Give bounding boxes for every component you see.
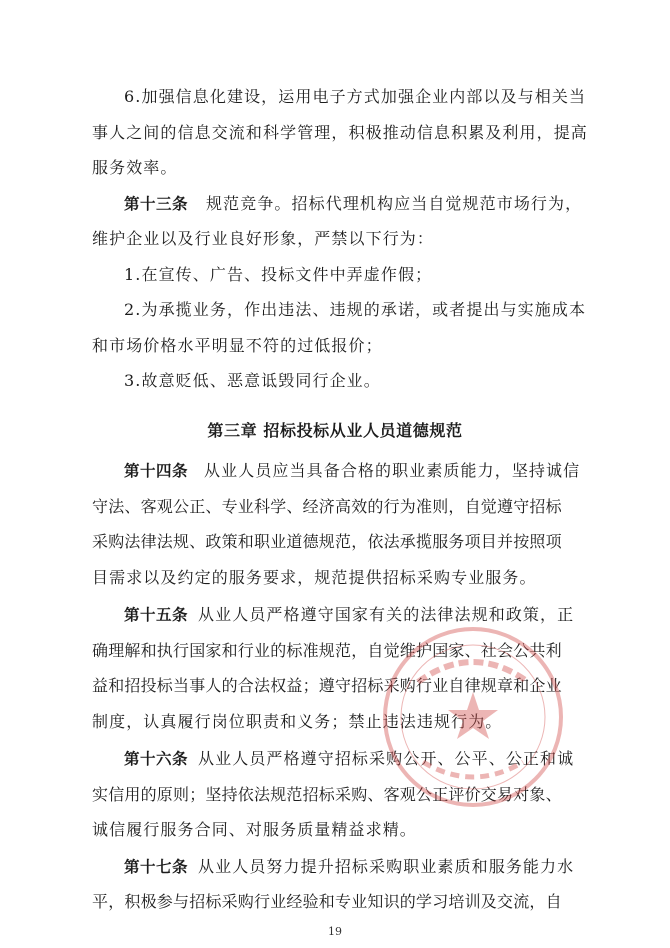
chapter-heading: 第三章 招标投标从业人员道德规范: [207, 421, 463, 440]
paragraph-line: 从业人员应当具备合格的职业素质能力，坚持诚信: [204, 461, 581, 480]
paragraph-line: 2.为承揽业务，作出违法、违规的承诺，或者提出与实施成本: [124, 300, 587, 319]
paragraph-line: 平，积极参与招标采购行业经验和专业知识的学习培训及交流，自: [92, 892, 562, 911]
paragraph-line: 6.加强信息化建设，运用电子方式加强企业内部以及与相关当: [124, 87, 587, 106]
paragraph-line: 和市场价格水平明显不符的过低报价；: [92, 336, 383, 355]
article-13-paragraph: [124, 194, 582, 214]
paragraph-line: 3.故意贬低、恶意诋毁同行企业。: [124, 371, 381, 390]
article-15-title: 第十五条: [124, 606, 189, 624]
paragraph-line: 从业人员严格遵守招标采购公开、公平、公正和诚: [198, 749, 575, 768]
seal-lettering-arc: [423, 762, 523, 777]
seal-lettering-arc: [418, 662, 528, 682]
paragraph-line: 实信用的原则；坚持依法规范招标采购、客观公正评价交易对象、: [92, 785, 562, 804]
article-13-title: 第十三条: [124, 195, 189, 213]
seal-star: [448, 692, 498, 739]
paragraph-line: 维护企业以及行业良好形象，严禁以下行为：: [92, 229, 435, 248]
paragraph-line: 益和招投标当事人的合法权益；遵守招标采购行业自律规章和企业: [92, 676, 562, 695]
paragraph-line: 诚信履行服务合同、对服务质量精益求精。: [92, 820, 417, 839]
paragraph-line: 采购法律法规、政策和职业道德规范，依法承揽服务项目并按照项: [92, 532, 562, 551]
article-14-paragraph: [124, 461, 582, 481]
article-17-title: 第十七条: [124, 858, 189, 876]
seal-stamp: [378, 622, 568, 812]
paragraph-line: 制度，认真履行岗位职责和义务；禁止违法违规行为。: [92, 712, 503, 731]
article-14-title: 第十四条: [124, 462, 189, 480]
article-16-title: 第十六条: [124, 750, 189, 768]
paragraph-line: 1.在宣传、广告、投标文件中弄虚作假；: [124, 265, 433, 284]
page-number: 19: [328, 925, 342, 938]
paragraph-line: 守法、客观公正、专业科学、经济高效的行为准则，自觉遵守招标: [92, 497, 562, 516]
paragraph-line: 目需求以及约定的服务要求，规范提供招标采购专业服务。: [92, 568, 537, 587]
paragraph-line: 确理解和执行国家和行业的标准规范，自觉维护国家、社会公共利: [92, 641, 562, 660]
paragraph-line: 事人之间的信息交流和科学管理，积极推动信息积累及利用，提高: [92, 123, 588, 142]
paragraph-line: 规范竞争。招标代理机构应当自觉规范市场行为，: [206, 194, 583, 213]
paragraph-line: 服务效率。: [92, 158, 178, 177]
paragraph-line: 从业人员努力提升招标采购职业素质和服务能力水: [198, 857, 575, 876]
paragraph-line: 从业人员严格遵守国家有关的法律法规和政策，正: [198, 605, 575, 624]
article-17-paragraph: [124, 857, 582, 877]
